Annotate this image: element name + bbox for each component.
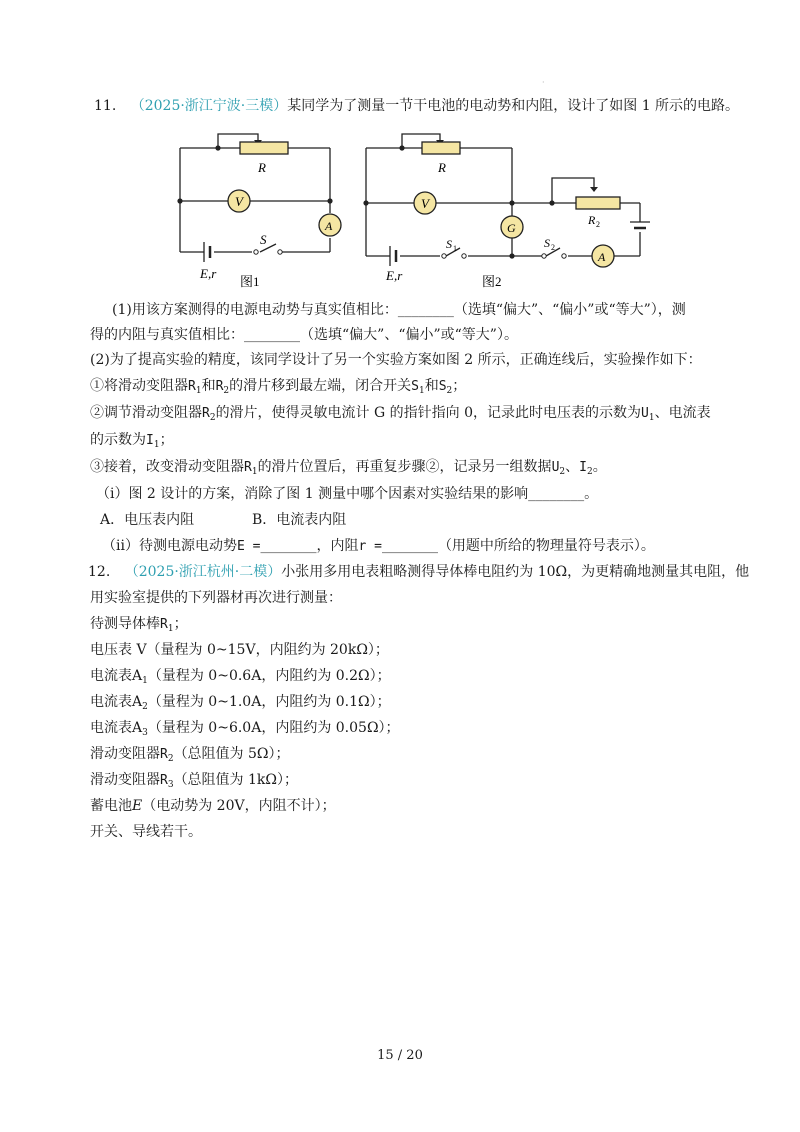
item-r1-text: 待测导体棒: [90, 616, 160, 632]
fig2-v-label: V: [421, 196, 429, 211]
item-a1-spec: （量程为 0~0.6A，内阻约为 0.2Ω）；: [147, 668, 391, 684]
sub-3: 3: [167, 780, 174, 790]
q12-source: （2025·浙江杭州·二模）: [124, 564, 282, 580]
qii-e: E =: [236, 539, 261, 554]
step2-text-a: ②调节滑动变阻器: [90, 405, 202, 421]
sub-2: 2: [209, 413, 216, 423]
step2-text-b: 的滑片，使得灵敏电流计 G 的指针指向 0，记录此时电压表的示数为: [215, 405, 642, 421]
item-r1-end: ；: [173, 616, 188, 632]
sub-3: 3: [142, 728, 148, 738]
q12-item-a2: [90, 692, 391, 712]
sub-1: 1: [251, 467, 258, 477]
page-dot: ·: [542, 78, 545, 87]
q11-step3: [90, 457, 607, 478]
step3-text-b: 的滑片位置后，再重复步骤②，记录另一组数据: [257, 459, 552, 475]
fig2-r2-label: R: [588, 213, 596, 227]
sub-2: 2: [167, 754, 174, 764]
q11-part2: (2)为了提高实验的精度，该同学设计了另一个实验方案如图 2 所示，正确连线后，实验操作如下：: [90, 352, 702, 368]
item-a3-spec: （量程为 0~6.0A，内阻约为 0.05Ω）；: [147, 720, 400, 736]
fig2-r2-sub: 2: [596, 220, 600, 229]
item-r3-symbol: R: [160, 773, 168, 788]
fig1-s-label: S: [260, 232, 267, 247]
q11-step1: [90, 376, 466, 397]
q11-sub-i: （i）图 2 设计的方案，消除了图 1 测量中哪个因素对实验结果的影响________。: [96, 486, 599, 502]
q11-number: 11.: [94, 98, 117, 114]
item-e-text: 蓄电池: [90, 798, 132, 814]
figure-2-circuit: [356, 128, 656, 290]
item-a2-symbol: A: [132, 694, 143, 710]
item-r2-symbol: R: [160, 747, 168, 762]
q11-sub-ii: [102, 536, 655, 557]
qii-text-c: ________（用题中所给的物理量符号表示）。: [381, 538, 655, 554]
step1-s1: S: [411, 379, 419, 394]
step1-text-b: 和: [201, 378, 216, 394]
fig2-s2-label: S: [544, 236, 550, 250]
figure-1-circuit: [170, 128, 350, 290]
q11-part1-line2: 得的内阻与真实值相比：________（选填“偏大”、“偏小”或“等大”）。: [90, 327, 518, 343]
q12-item-a1: [90, 666, 391, 686]
item-r1-symbol: R: [160, 617, 168, 632]
step3-text-d: 。: [592, 459, 607, 475]
fig1-a-label: A: [325, 219, 333, 233]
item-r3-spec: （总阻值为 1kΩ）；: [173, 772, 299, 788]
sub-1: 1: [167, 624, 174, 634]
q12-number: 12.: [88, 564, 111, 580]
item-r2-spec: （总阻值为 5Ω）；: [173, 746, 290, 762]
sub-1: 1: [418, 386, 425, 396]
item-a1-symbol: A: [132, 668, 143, 684]
qii-text-b: ________，内阻: [260, 538, 359, 554]
qii-r: r =: [358, 539, 382, 554]
item-a2-spec: （量程为 0~1.0A，内阻约为 0.1Ω）；: [147, 694, 391, 710]
fig2-e-label: E,r: [386, 268, 403, 283]
step2-u1: U: [641, 406, 649, 421]
fig2-s2-sub: 2: [551, 243, 555, 252]
item-e-symbol: E: [132, 798, 143, 814]
sub-2: 2: [223, 386, 230, 396]
step3-r1: R: [244, 460, 252, 475]
step2b-text-b: ；: [159, 432, 174, 448]
q11-option-b: B．电流表内阻: [252, 512, 347, 528]
item-r3-text: 滑动变阻器: [90, 772, 160, 788]
step3-u2: U: [551, 460, 560, 475]
fig2-caption: 图2: [482, 274, 502, 289]
sub-2: 2: [559, 467, 566, 477]
rheostat-r2-fig2: [576, 197, 620, 209]
q11-step2-cont: [90, 430, 174, 451]
q11-source: （2025·浙江宁波·三模）: [130, 98, 288, 114]
sub-1: 1: [195, 386, 202, 396]
step2b-text-a: 的示数为: [90, 432, 146, 448]
step3-text-a: ③接着，改变滑动变阻器: [90, 459, 244, 475]
fig1-caption: 图1: [240, 274, 260, 289]
step1-text-d: 和: [424, 378, 439, 394]
step3-text-c: 、: [565, 459, 580, 475]
step1-r2: R: [215, 379, 224, 394]
q12-header: [88, 562, 749, 582]
rheostat-r-fig2: [422, 142, 460, 154]
q12-item-battery: [90, 796, 336, 816]
q12-item-r2: [90, 744, 290, 765]
step1-text-a: ①将滑动变阻器: [90, 378, 188, 394]
q12-stem-cont: 用实验室提供的下列器材再次进行测量：: [90, 590, 342, 606]
step1-s2: S: [438, 379, 447, 394]
item-a3-text: 电流表: [90, 720, 132, 736]
sub-1: 1: [153, 440, 160, 450]
q11-header: [94, 96, 739, 116]
step1-text-e: ；: [452, 378, 467, 394]
q12-item-switch: 开关、导线若干。: [90, 824, 202, 840]
fig2-s1-label: S: [446, 237, 452, 251]
page-number: 15 / 20: [377, 1048, 423, 1063]
qii-text-a: （ii）待测电源电动势: [102, 538, 237, 554]
fig2-a-label: A: [598, 250, 606, 264]
step1-r1: R: [188, 379, 196, 394]
fig2-g-label: G: [507, 221, 516, 235]
item-e-spec: （电动势为 20V，内阻不计）；: [142, 798, 336, 814]
fig1-e-label: E,r: [200, 266, 217, 281]
step2-r2: R: [202, 406, 210, 421]
fig1-v-label: V: [235, 194, 243, 209]
step2-text-c: 、电流表: [654, 405, 711, 421]
q12-item-r1: [90, 614, 188, 635]
rheostat-r-fig1: [240, 142, 288, 154]
fig2-r-label: R: [438, 160, 446, 175]
item-a2-text: 电流表: [90, 694, 132, 710]
q11-option-a: A．电压表内阻: [100, 512, 195, 528]
q12-item-r3: [90, 770, 298, 791]
step2b-i1: I: [146, 433, 154, 448]
q11-stem: 某同学为了测量一节干电池的电动势和内阻，设计了如图 1 所示的电路。: [287, 98, 740, 114]
q12-stem: 小张用多用电表粗略测得导体棒电阻约为 10Ω，为更精确地测量其电阻，他: [281, 564, 750, 580]
fig1-r-label: R: [258, 160, 266, 175]
q12-item-a3: [90, 718, 400, 738]
fig2-s1-sub: 1: [453, 244, 457, 253]
item-a3-symbol: A: [132, 720, 143, 736]
sub-2: 2: [446, 386, 453, 396]
q12-item-voltmeter: 电压表 V（量程为 0~15V，内阻约为 20kΩ）；: [90, 642, 389, 658]
q11-step2: [90, 403, 711, 424]
sub-1: 1: [648, 413, 655, 423]
step3-i2: I: [579, 460, 587, 475]
item-a1-text: 电流表: [90, 668, 132, 684]
item-r2-text: 滑动变阻器: [90, 746, 160, 762]
sub-2: 2: [586, 467, 593, 477]
sub-1: 1: [142, 676, 148, 686]
step1-text-c: 的滑片移到最左端，闭合开关: [229, 378, 412, 394]
sub-2: 2: [142, 702, 148, 712]
q11-part1-line1: (1)用该方案测得的电源电动势与真实值相比：________（选填“偏大”、“偏小”或“等大”），测: [112, 302, 686, 318]
